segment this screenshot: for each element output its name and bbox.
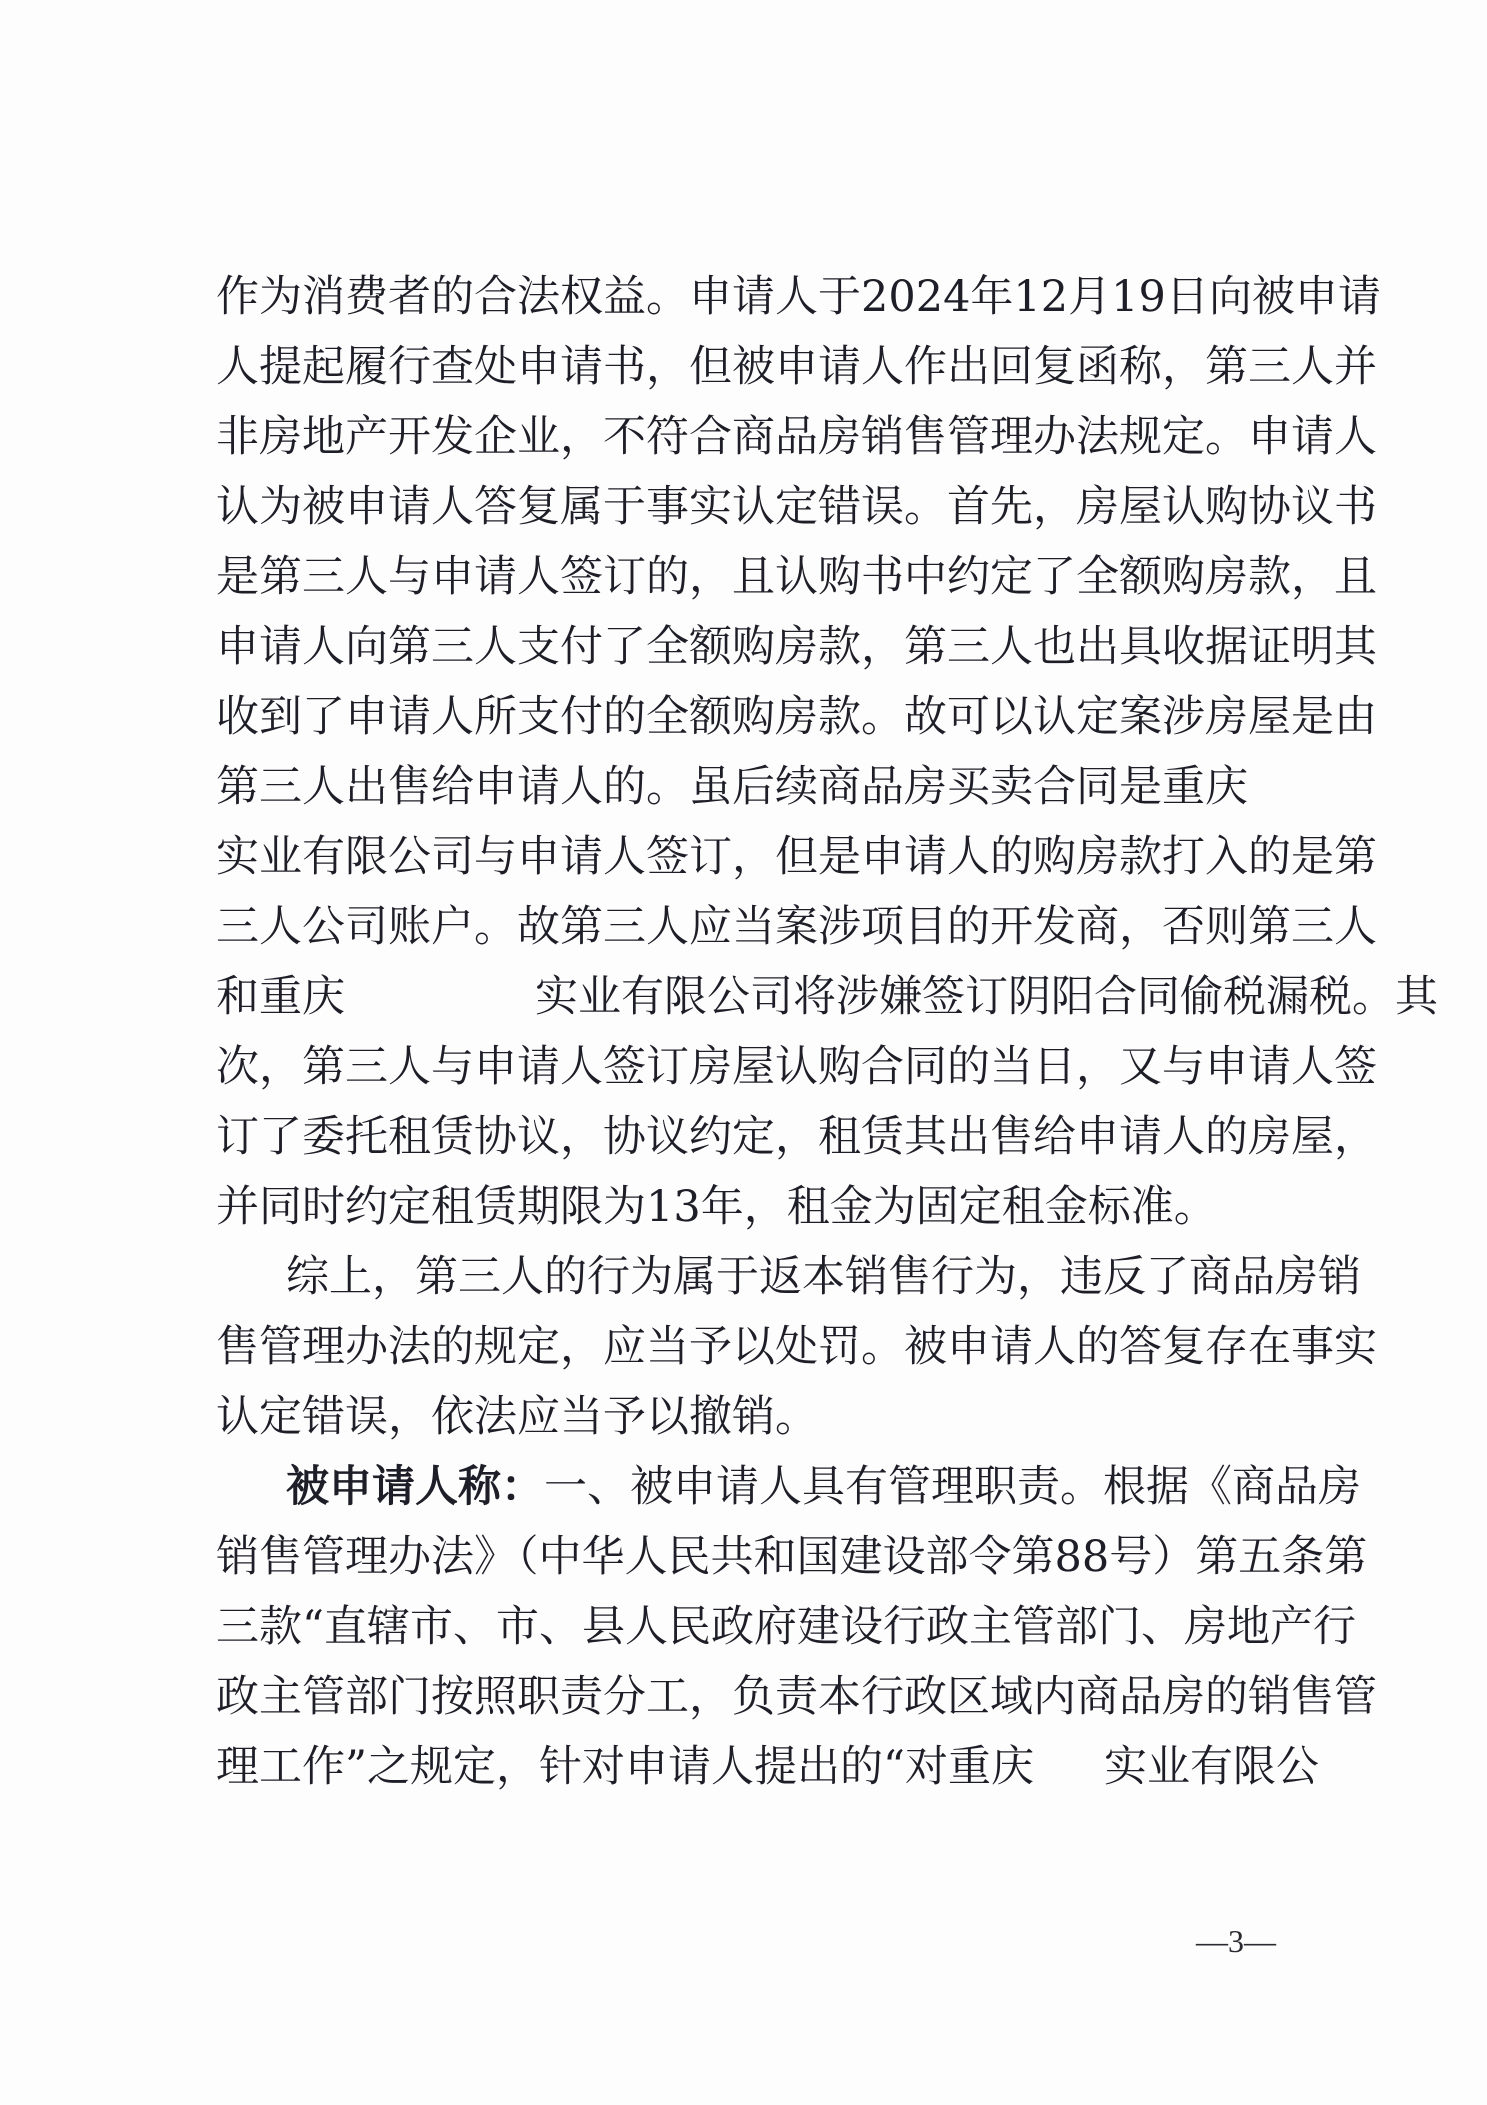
text-line: 并同时约定租赁期限为13年，租金为固定租金标准。 <box>216 1182 1217 1232</box>
text-line: 非房地产开发企业，不符合商品房销售管理办法规定。申请人 <box>216 412 1377 462</box>
section-label: 被申请人称： <box>286 1462 544 1512</box>
text-fragment: 理工作”之规定，针对申请人提出的“对重庆 <box>216 1742 1034 1792</box>
text-line: 作为消费者的合法权益。申请人于2024年12月19日向被申请 <box>216 272 1381 322</box>
text-line: 收到了申请人所支付的全额购房款。故可以认定案涉房屋是由 <box>216 692 1377 742</box>
text-line: 认定错误，依法应当予以撤销。 <box>216 1392 818 1442</box>
text-line: 售管理办法的规定，应当予以处罚。被申请人的答复存在事实 <box>216 1322 1377 1372</box>
text-fragment: 和重庆 <box>216 972 345 1022</box>
document-body <box>216 262 1438 1802</box>
text-line: 综上，第三人的行为属于返本销售行为，违反了商品房销 <box>286 1252 1361 1302</box>
text-line: 销售管理办法》（中华人民共和国建设部令第88号）第五条第 <box>216 1532 1368 1582</box>
text-fragment: 实业有限公 <box>1103 1742 1319 1792</box>
page-number: —3— <box>1196 1923 1276 1959</box>
text-line <box>216 1732 1319 1802</box>
text-line <box>216 962 1438 1032</box>
text-line: 实业有限公司与申请人签订，但是申请人的购房款打入的是第 <box>216 832 1377 882</box>
text-line: 人提起履行查处申请书，但被申请人作出回复函称，第三人并 <box>216 342 1377 392</box>
text-line: 政主管部门按照职责分工，负责本行政区域内商品房的销售管 <box>216 1672 1377 1722</box>
text-line: 第三人出售给申请人的。虽后续商品房买卖合同是重庆 <box>216 762 1248 812</box>
text-fragment: 实业有限公司将涉嫌签订阴阳合同偷税漏税。其 <box>535 972 1438 1022</box>
text-line: 三款“直辖市、市、县人民政府建设行政主管部门、房地产行 <box>216 1602 1356 1652</box>
text-line: 是第三人与申请人签订的，且认购书中约定了全额购房款，且 <box>216 552 1377 602</box>
text-line: 订了委托租赁协议，协议约定，租赁其出售给申请人的房屋， <box>216 1112 1377 1162</box>
text-line: 认为被申请人答复属于事实认定错误。首先，房屋认购协议书 <box>216 482 1377 532</box>
text-line <box>216 1452 1361 1522</box>
text-line: 申请人向第三人支付了全额购房款，第三人也出具收据证明其 <box>216 622 1377 672</box>
text-line: 三人公司账户。故第三人应当案涉项目的开发商，否则第三人 <box>216 902 1377 952</box>
text-line: 次，第三人与申请人签订房屋认购合同的当日，又与申请人签 <box>216 1042 1377 1092</box>
text-fragment: 一、被申请人具有管理职责。根据《商品房 <box>544 1462 1361 1512</box>
